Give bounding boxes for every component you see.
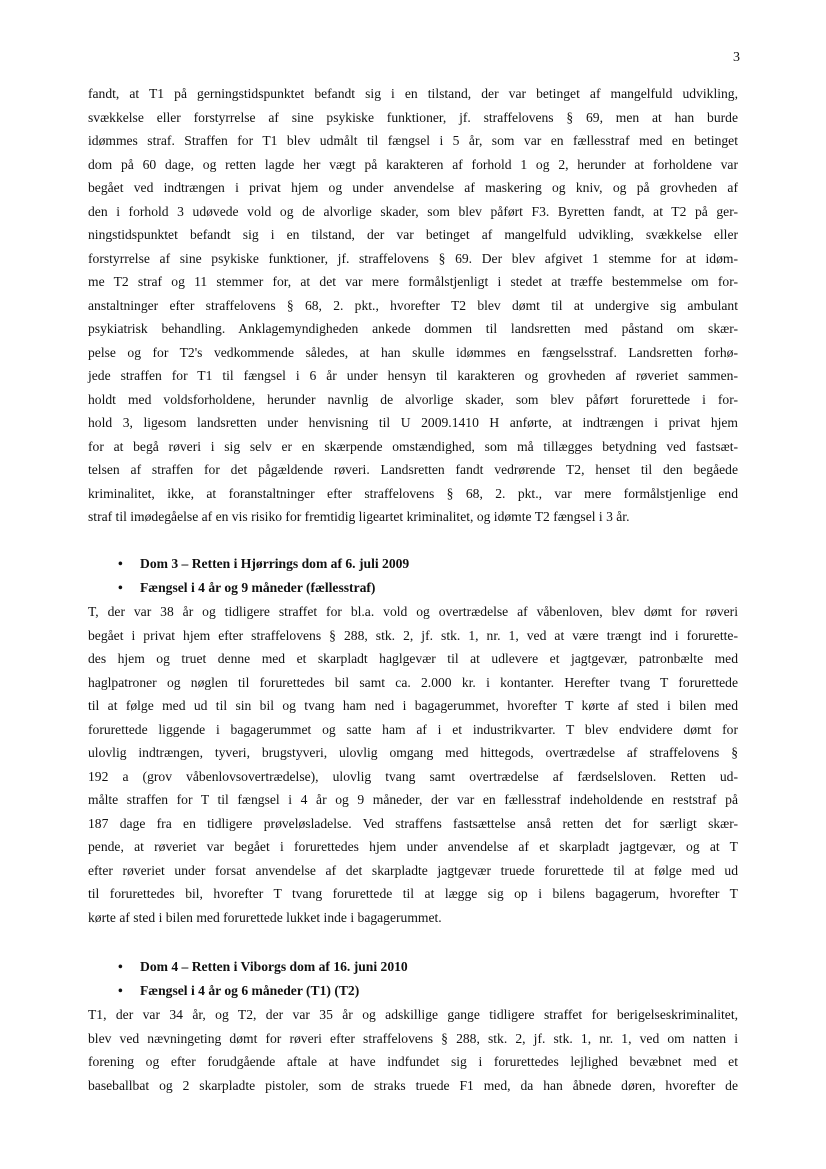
page-number: 3 — [733, 50, 740, 65]
text-line: T, der var 38 år og tidligere straffet for bl.a. vold og overtrædelse af våbenloven, blev dømt for røveri — [88, 604, 738, 619]
text-line: me T2 straf og 11 stemmer for, at det var mere formålstjenligt i stedet at træffe bestemmelse om for- — [88, 274, 738, 289]
text-line: haglpatroner og nøglen til forurettedes bil samt ca. 2.000 kr. i kontanter. Herefter tvang T forurettede — [88, 674, 738, 690]
section-dom-3 — [88, 552, 738, 600]
paragraph-continuation — [88, 82, 738, 529]
text-line: holdt med voldsforholdene, herunder navnlig de alvorlige skader, som blev påført forurettede i for- — [88, 391, 738, 407]
text-line: begået ved indtrængen i privat hjem og under anvendelse af maskering og kniv, og på grovheden af — [88, 180, 738, 195]
section-heading: Dom 4 – Retten i Viborgs dom af 16. juni 2010 — [140, 959, 408, 974]
text-line: til at følge med ud til sin bil og tvang ham ned i bagagerummet, hvorefter T kørte af sted i bilen med — [88, 698, 738, 713]
text-line: pelse og for T2's vedkommende således, at han skulle idømmes en fængselsstraf. Landsretten forhø- — [88, 344, 738, 360]
section-4-body — [88, 1003, 738, 1097]
section-3-body — [88, 600, 738, 929]
text-line: pende, at røveriet var begået i forurettedes hjem under anvendelse af et skarpladt jagtgevær, og at T — [88, 839, 738, 854]
text-line: forening og efter forudgående aftale at have indfundet sig i forurettedes lejlighed bevæbnet med et — [88, 1054, 738, 1069]
text-line: T1, der var 34 år, og T2, der var 35 år og adskillige gange tidligere straffet for berigelseskriminalitet, — [88, 1007, 738, 1022]
text-line: forstyrrelse af sine psykiske funktioner, jf. straffelovens § 69. Der blev afgivet 1 stemme for at idøm- — [88, 250, 738, 266]
bullet-heading — [88, 955, 738, 979]
bullet-icon: • — [118, 580, 123, 595]
text-line: forurettede liggende i bagagerummet og satte ham af i et industrikvarter. T blev endvidere dømt for — [88, 721, 738, 737]
bullet-icon: • — [118, 556, 123, 571]
bullet-icon: • — [118, 983, 123, 998]
text-line: des hjem og truet denne med et skarpladt haglgevær til at udlevere et jagtgevær, patronbælte med — [88, 651, 738, 666]
text-line: kørte af sted i bilen med forurettede lukket inde i bagagerummet. — [88, 909, 442, 925]
text-line: dom på 60 dage, og retten lagde her vægt på karakteren af forhold 1 og 2, herunder at forholdene var — [88, 156, 738, 172]
text-line: svækkelse eller forstyrrelse af sine psykiske funktioner, jf. straffelovens § 69, men at han burde — [88, 109, 738, 125]
bullet-heading — [88, 552, 738, 576]
text-line: for at begå røveri i sig selv er en skærpende omstændighed, som må tillægges betydning ved fastsæt- — [88, 438, 738, 454]
text-line: begået i privat hjem efter straffelovens § 288, stk. 2, jf. stk. 1, nr. 1, ved at være trængt ind i forurette- — [88, 627, 738, 643]
text-line: ulovlig indtrængen, tyveri, brugstyveri, ulovlig omgang med hittegods, overtrædelse af straffelovens § — [88, 745, 738, 760]
text-line: telsen af straffen for det pågældende røveri. Landsretten fandt vedrørende T2, henset til den begåede — [88, 462, 738, 477]
section-sentence: Fængsel i 4 år og 9 måneder (fællesstraf) — [140, 580, 376, 595]
text-line: blev ved nævningeting dømt for røveri efter straffelovens § 288, stk. 2, jf. stk. 1, nr. 1, ved om natten i — [88, 1030, 738, 1046]
text-line: den i forhold 3 udøvede vold og de alvorlige skader, som blev påført F3. Byretten fandt, at T2 på ger- — [88, 203, 738, 219]
text-line: efter røveriet under forsat anvendelse af det skarpladte jagtgevær truede forurettede til at følge med ud — [88, 862, 738, 878]
text-line: 187 dage fra en tidligere prøveløsladelse. Ved straffens fastsættelse anså retten det for særligt skær- — [88, 815, 738, 831]
text-line: baseballbat og 2 skarpladte pistoler, som de straks truede F1 med, da han åbnede døren, hvorefter de — [88, 1077, 738, 1093]
text-line: hold 3, ligesom landsretten under henvisning til U 2009.1410 H anførte, at indtrængen i privat hjem — [88, 415, 738, 430]
section-sentence: Fængsel i 4 år og 6 måneder (T1) (T2) — [140, 983, 360, 998]
bullet-sentence — [88, 979, 738, 1003]
bullet-icon: • — [118, 959, 123, 974]
text-line: ningstidspunktet befandt sig i en tilstand, der var betinget af mangelfuld udvikling, svækkelse eller — [88, 227, 738, 242]
text-line: målte straffen for T til fængsel i 4 år og 9 måneder, der var en fællesstraf indeholdende en reststraf på — [88, 792, 738, 807]
text-line: anstaltninger efter straffelovens § 68, 2. pkt., hvorefter T2 blev dømt til at undergive sig ambulant — [88, 297, 738, 313]
bullet-sentence — [88, 576, 738, 600]
text-line: idømmes straf. Straffen for T1 blev udmålt til fængsel i 5 år, som var en fællesstraf med en betinget — [88, 133, 738, 148]
text-line: til forurettedes bil, hvorefter T tvang forurettede til at lægge sig op i bilens bagagerum, hvorefter T — [88, 886, 738, 901]
text-line: fandt, at T1 på gerningstidspunktet befandt sig i en tilstand, der var betinget af mangelfuld udvikling, — [88, 86, 738, 101]
text-line: 192 a (grov våbenlovsovertrædelse), ulovlig tvang samt overtrædelse af færdselsloven. Retten ud- — [88, 768, 738, 784]
text-line: kriminalitet, ikke, at foranstaltninger efter straffelovens § 68, 2. pkt., var mere formålstjenlige end — [88, 485, 738, 501]
text-line: psykiatrisk behandling. Anklagemyndigheden ankede dommen til landsretten med påstand om skær- — [88, 321, 738, 336]
section-dom-4 — [88, 955, 738, 1003]
section-heading: Dom 3 – Retten i Hjørrings dom af 6. juli 2009 — [140, 556, 410, 571]
text-line: jede straffen for T1 til fængsel i 6 år under hensyn til karakteren og grovheden af røveriet sammen- — [88, 368, 738, 383]
text-line: straf til imødegåelse af en vis risiko for fremtidig ligeartet kriminalitet, og idømte T2 fængsel i 3 år. — [88, 509, 630, 524]
